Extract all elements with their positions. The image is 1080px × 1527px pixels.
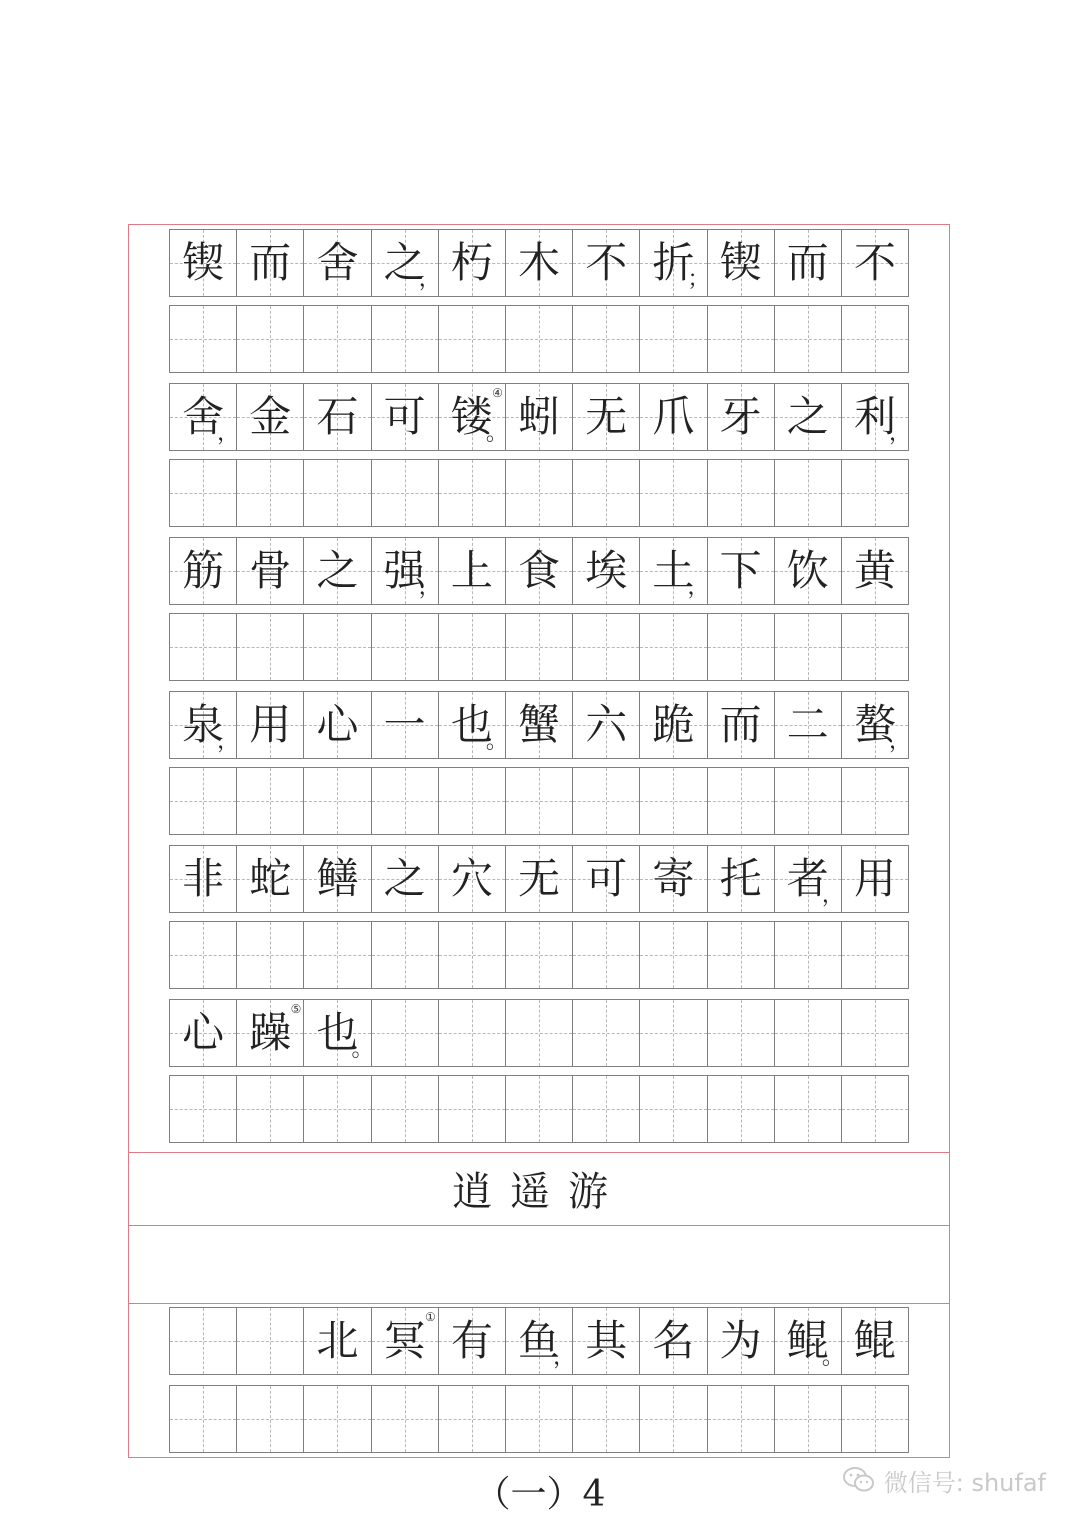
character: 也 <box>316 1008 359 1057</box>
grid-cell <box>841 538 909 604</box>
grid-cell <box>774 846 844 912</box>
character: 下 <box>719 546 762 595</box>
grid-cell <box>303 922 370 988</box>
character: 黄 <box>853 546 896 595</box>
grid-cell <box>639 1386 706 1452</box>
grid-cell <box>707 230 774 296</box>
blank-band-bottom-line <box>128 1303 950 1304</box>
character: 名 <box>652 1316 695 1365</box>
character: 骨 <box>249 546 292 595</box>
punctuation: 。 <box>351 1037 374 1062</box>
text-row <box>169 845 909 913</box>
grid-cell <box>841 1076 909 1142</box>
character: 螯 <box>853 700 896 749</box>
grid-cell <box>572 538 639 604</box>
grid-cell <box>169 1000 236 1066</box>
grid-cell <box>438 1308 505 1374</box>
grid-cell <box>707 460 774 526</box>
grid-cell <box>236 614 303 680</box>
grid-cell <box>841 1000 909 1066</box>
grid-cell <box>841 230 909 296</box>
grid-cell <box>371 306 438 372</box>
grid-cell <box>303 1386 370 1452</box>
grid-cell <box>639 384 706 450</box>
grid-cell <box>505 692 572 758</box>
grid-cell <box>236 538 303 604</box>
grid-cell <box>774 1308 844 1374</box>
title-band-bottom-line <box>128 1225 950 1226</box>
character: 食 <box>518 546 561 595</box>
character: 之 <box>316 546 359 595</box>
character: 有 <box>450 1316 493 1365</box>
practice-row <box>169 305 909 373</box>
character: 跪 <box>652 700 695 749</box>
grid-cell <box>371 614 438 680</box>
grid-cell <box>572 1076 639 1142</box>
grid-cell <box>438 768 505 834</box>
punctuation: 。 <box>485 421 508 446</box>
grid-cell <box>303 846 370 912</box>
grid-cell <box>371 1386 438 1452</box>
character: 鲲 <box>853 1316 896 1365</box>
grid-cell <box>572 460 639 526</box>
grid-cell <box>505 1386 572 1452</box>
practice-row <box>169 1075 909 1143</box>
footnote-marker: ① <box>424 1310 436 1324</box>
grid-cell <box>774 1000 841 1066</box>
grid-cell <box>236 230 303 296</box>
text-row <box>169 999 909 1067</box>
grid-cell <box>438 460 505 526</box>
grid-cell <box>639 922 706 988</box>
grid-cell <box>236 922 303 988</box>
character: 筋 <box>182 546 225 595</box>
grid-cell <box>707 922 774 988</box>
character: 托 <box>719 854 762 903</box>
grid-cell <box>572 384 639 450</box>
grid-cell <box>371 922 438 988</box>
grid-cell <box>169 538 236 604</box>
character: 泉 <box>182 700 225 749</box>
grid-cell <box>707 614 774 680</box>
grid-cell <box>639 846 706 912</box>
grid-cell <box>774 306 841 372</box>
character: 无 <box>585 392 628 441</box>
character: 寄 <box>652 854 695 903</box>
grid-cell <box>505 1308 576 1374</box>
grid-cell <box>303 1308 370 1374</box>
character: 舍 <box>182 392 225 441</box>
grid-cell <box>438 384 508 450</box>
character: 蚓 <box>518 392 561 441</box>
character: 也 <box>450 700 493 749</box>
grid-cell <box>438 922 505 988</box>
grid-cell <box>707 768 774 834</box>
grid-cell <box>505 768 572 834</box>
character: 之 <box>383 238 426 287</box>
punctuation: ， <box>217 421 240 446</box>
character: 为 <box>719 1316 762 1365</box>
grid-cell <box>169 846 236 912</box>
grid-cell <box>169 1308 236 1374</box>
grid-cell <box>169 614 236 680</box>
grid-cell <box>707 306 774 372</box>
character: 一 <box>383 700 426 749</box>
character: 朽 <box>450 238 493 287</box>
grid-cell <box>303 460 370 526</box>
grid-cell <box>572 1308 639 1374</box>
punctuation: ， <box>889 421 912 446</box>
grid-cell <box>707 1386 774 1452</box>
character: 饮 <box>786 546 829 595</box>
grid-cell <box>371 846 438 912</box>
grid-cell <box>169 692 240 758</box>
grid-cell <box>303 614 370 680</box>
character: 鲲 <box>786 1316 829 1365</box>
grid-cell <box>303 692 370 758</box>
grid-cell <box>639 1000 706 1066</box>
grid-cell <box>371 1000 438 1066</box>
character: 可 <box>585 854 628 903</box>
grid-cell <box>774 692 841 758</box>
character: 土 <box>652 546 695 595</box>
grid-cell <box>236 846 303 912</box>
grid-cell <box>303 306 370 372</box>
grid-cell <box>371 692 438 758</box>
grid-cell <box>438 538 505 604</box>
character: 而 <box>786 238 829 287</box>
grid-cell <box>236 306 303 372</box>
character: 者 <box>786 854 829 903</box>
grid-cell <box>505 614 572 680</box>
grid-cell <box>707 1076 774 1142</box>
grid-cell <box>639 460 706 526</box>
grid-cell <box>505 922 572 988</box>
grid-cell <box>371 538 441 604</box>
grid-cell <box>505 384 572 450</box>
grid-cell <box>169 384 240 450</box>
character: 利 <box>853 392 896 441</box>
grid-cell <box>303 384 370 450</box>
grid-cell <box>841 922 909 988</box>
grid-cell <box>303 538 370 604</box>
practice-row <box>169 921 909 989</box>
grid-cell <box>639 692 706 758</box>
punctuation: ， <box>418 575 441 600</box>
footnote-marker: ④ <box>492 386 503 400</box>
grid-cell <box>774 922 841 988</box>
character: 不 <box>585 238 628 287</box>
punctuation: ， <box>821 883 844 908</box>
grid-cell <box>841 692 912 758</box>
grid-cell <box>438 614 505 680</box>
grid-cell <box>505 1000 572 1066</box>
punctuation: ， <box>418 267 441 292</box>
character: 金 <box>249 392 292 441</box>
text-row <box>169 537 909 605</box>
grid-cell <box>303 230 370 296</box>
character: 强 <box>383 546 426 595</box>
character: 可 <box>383 392 426 441</box>
grid-cell <box>169 922 236 988</box>
grid-cell <box>505 230 572 296</box>
punctuation: ； <box>687 267 710 292</box>
watermark-text: 微信号: shufaf <box>883 1468 1046 1497</box>
grid-cell <box>639 538 710 604</box>
practice-row <box>169 613 909 681</box>
character: 心 <box>182 1008 225 1057</box>
character: 石 <box>316 392 359 441</box>
grid-cell <box>707 1000 774 1066</box>
grid-cell <box>572 306 639 372</box>
grid-cell <box>169 1386 236 1452</box>
grid-cell <box>572 1386 639 1452</box>
grid-cell <box>572 1000 639 1066</box>
character: 穴 <box>450 854 493 903</box>
character: 六 <box>585 700 628 749</box>
punctuation: ， <box>217 729 240 754</box>
practice-row <box>169 1385 909 1453</box>
text-row <box>169 691 912 759</box>
grid-cell <box>438 230 505 296</box>
text-row <box>169 383 912 451</box>
character: 蛇 <box>249 854 292 903</box>
grid-cell <box>707 1308 774 1374</box>
character: 用 <box>249 700 292 749</box>
wechat-icon <box>842 1465 876 1495</box>
grid-cell <box>438 846 505 912</box>
section-title: 逍遥游 <box>452 1168 626 1215</box>
grid-cell <box>572 846 639 912</box>
grid-cell <box>707 692 774 758</box>
grid-cell <box>774 230 841 296</box>
grid-cell <box>371 230 441 296</box>
punctuation: ， <box>687 575 710 600</box>
character: 木 <box>518 238 561 287</box>
character: 埃 <box>585 546 628 595</box>
grid-cell <box>707 846 774 912</box>
grid-cell <box>774 538 841 604</box>
grid-cell <box>505 306 572 372</box>
grid-cell <box>303 768 370 834</box>
grid-cell <box>236 692 303 758</box>
character: 其 <box>585 1316 628 1365</box>
footnote-marker: ⑤ <box>290 1002 302 1016</box>
character: 折 <box>652 238 695 287</box>
character: 冥 <box>383 1316 426 1365</box>
grid-cell <box>505 460 572 526</box>
character: 躁 <box>249 1008 292 1057</box>
character: 不 <box>853 238 896 287</box>
character: 北 <box>316 1316 359 1365</box>
grid-cell <box>841 384 912 450</box>
practice-row <box>169 459 909 527</box>
grid-cell <box>303 1076 370 1142</box>
grid-cell <box>841 614 909 680</box>
grid-cell <box>236 1308 303 1374</box>
grid-cell <box>169 306 236 372</box>
grid-cell <box>438 306 505 372</box>
grid-cell <box>236 1386 303 1452</box>
character: 非 <box>182 854 225 903</box>
character: 蟹 <box>518 700 561 749</box>
grid-cell <box>572 922 639 988</box>
grid-cell <box>438 692 508 758</box>
grid-cell <box>639 306 706 372</box>
character: 牙 <box>719 392 762 441</box>
grid-cell <box>707 384 774 450</box>
character: 之 <box>383 854 426 903</box>
grid-cell <box>371 1308 438 1374</box>
watermark <box>842 1462 1046 1498</box>
character: 锲 <box>182 238 225 287</box>
grid-cell <box>639 768 706 834</box>
page-number: （一）4 <box>474 1474 606 1515</box>
grid-cell <box>236 384 303 450</box>
character: 鳝 <box>316 854 359 903</box>
grid-cell <box>639 230 710 296</box>
grid-cell <box>505 538 572 604</box>
character: 舍 <box>316 238 359 287</box>
character: 之 <box>786 392 829 441</box>
character: 二 <box>786 700 829 749</box>
grid-cell <box>841 1386 909 1452</box>
grid-cell <box>438 1076 505 1142</box>
grid-cell <box>841 846 909 912</box>
character: 上 <box>450 546 493 595</box>
grid-cell <box>438 1386 505 1452</box>
punctuation: 。 <box>821 1345 844 1370</box>
character: 爪 <box>652 392 695 441</box>
grid-cell <box>572 230 639 296</box>
grid-cell <box>371 768 438 834</box>
grid-cell <box>572 768 639 834</box>
grid-cell <box>774 1386 841 1452</box>
grid-cell <box>236 1076 303 1142</box>
grid-cell <box>774 614 841 680</box>
grid-cell <box>236 1000 303 1066</box>
grid-cell <box>639 1076 706 1142</box>
character: 锲 <box>719 238 762 287</box>
practice-row <box>169 767 909 835</box>
grid-cell <box>774 768 841 834</box>
character: 而 <box>719 700 762 749</box>
grid-cell <box>303 1000 374 1066</box>
grid-cell <box>371 1076 438 1142</box>
punctuation: ， <box>553 1345 576 1370</box>
grid-cell <box>169 768 236 834</box>
grid-cell <box>841 460 909 526</box>
grid-cell <box>707 538 774 604</box>
grid-cell <box>639 1308 706 1374</box>
character: 心 <box>316 700 359 749</box>
grid-cell <box>236 460 303 526</box>
character: 而 <box>249 238 292 287</box>
grid-cell <box>169 460 236 526</box>
character: 鱼 <box>518 1316 561 1365</box>
grid-cell <box>505 1076 572 1142</box>
grid-cell <box>841 768 909 834</box>
grid-cell <box>572 692 639 758</box>
grid-cell <box>371 384 438 450</box>
grid-cell <box>572 614 639 680</box>
text-row <box>169 229 909 297</box>
grid-cell <box>438 1000 505 1066</box>
character: 无 <box>518 854 561 903</box>
grid-cell <box>639 614 706 680</box>
character: 镂 <box>450 392 493 441</box>
grid-cell <box>841 306 909 372</box>
grid-cell <box>371 460 438 526</box>
grid-cell <box>774 1076 841 1142</box>
character: 用 <box>853 854 896 903</box>
grid-cell <box>505 846 572 912</box>
grid-cell <box>774 460 841 526</box>
grid-cell <box>236 768 303 834</box>
punctuation: ， <box>889 729 912 754</box>
punctuation: 。 <box>485 729 508 754</box>
grid-cell <box>774 384 841 450</box>
grid-cell <box>169 230 236 296</box>
grid-cell <box>841 1308 909 1374</box>
grid-cell <box>169 1076 236 1142</box>
text-row <box>169 1307 909 1375</box>
